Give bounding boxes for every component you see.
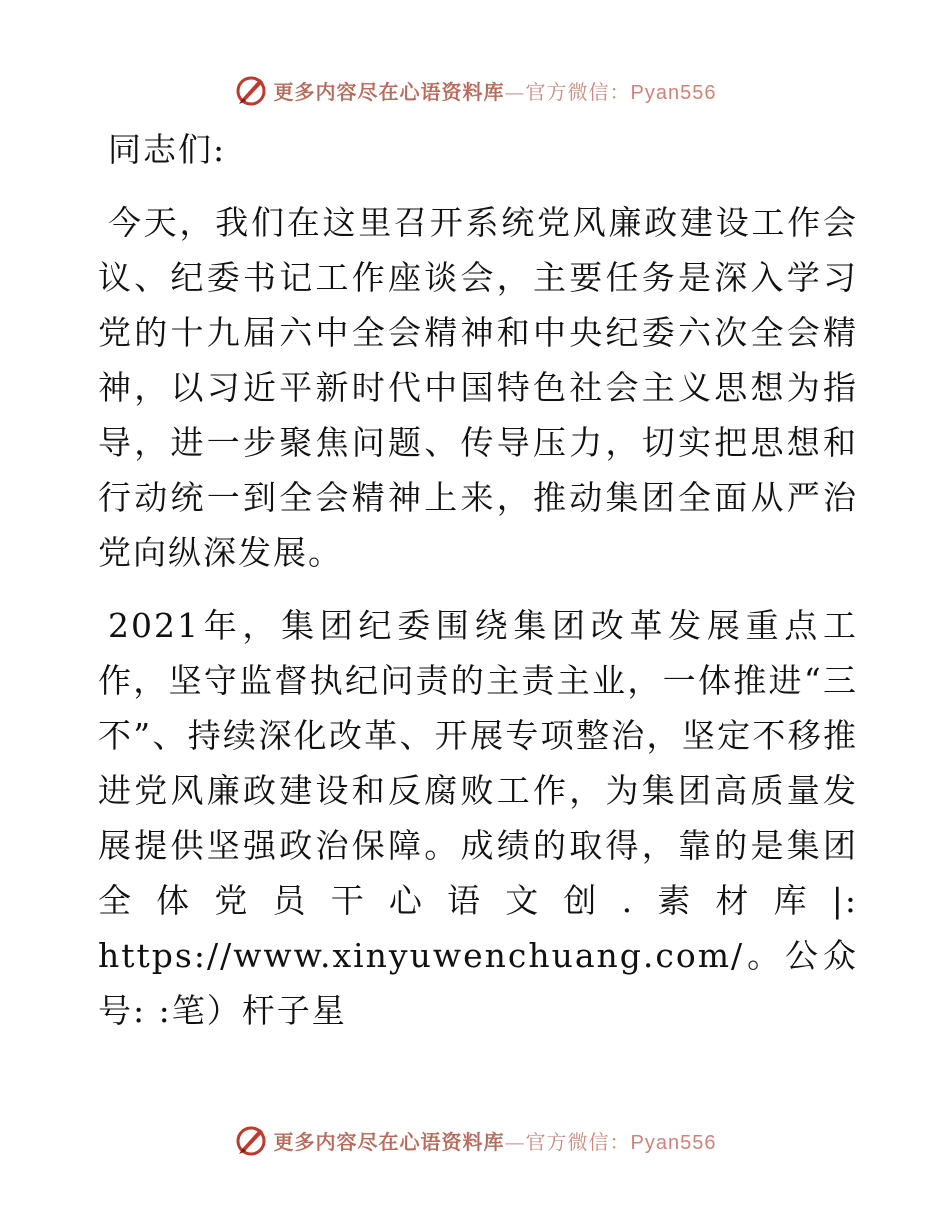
footer-promo-text: 更多内容尽在心语资料库—官方微信：Pyan556: [273, 1129, 717, 1154]
quill-logo-icon: [234, 1123, 268, 1157]
footer-watermark: [0, 1120, 950, 1160]
quill-logo-icon: [234, 73, 268, 107]
header-promo-text: 更多内容尽在心语资料库—官方微信：Pyan556: [273, 79, 717, 104]
document-body: [98, 122, 858, 1038]
greeting: 同志们:: [108, 130, 227, 169]
paragraph-1: 今天，我们在这里召开系统党风廉政建设工作会议、纪委书记工作座谈会，主要任务是深入学习党的十九届六中全会精神和中央纪委六次全会精神，以习近平新时代中国特色社会主义思想为指导，进一步聚焦问题、传导压力，切实把思想和行动统一到全会精神上来，推动集团全面从严治党向纵深发展。: [98, 203, 858, 572]
header-watermark: [0, 70, 950, 110]
paragraph-2: 2021年，集团纪委围绕集团改革发展重点工作，坚守监督执纪问责的主责主业，一体推进“三不”、持续深化改革、开展专项整治，坚定不移推进党风廉政建设和反腐败工作，为集团高质量发展提供坚强政治保障。成绩的取得，靠的是集团全体党员干心语文创.素材库|: https://www.xinyuwenchuang.com/。公众号: :笔）杆子星: [98, 606, 858, 1030]
